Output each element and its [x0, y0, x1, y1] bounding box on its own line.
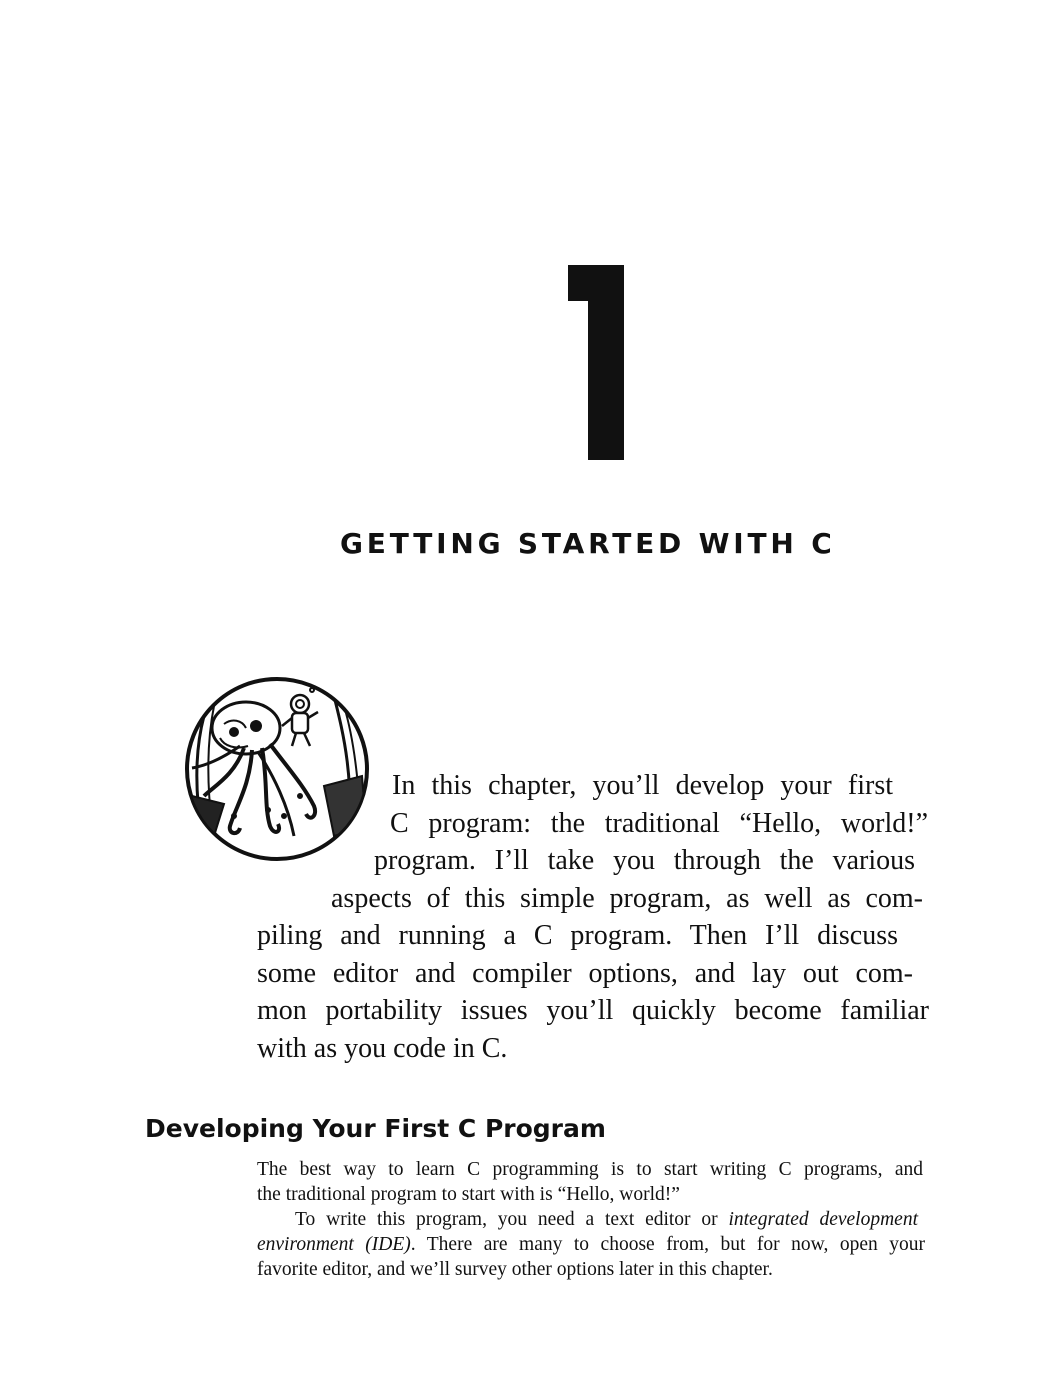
intro-line-6: some editor and compiler options, and lay out com- — [257, 958, 913, 989]
paragraph-2-line-2-text: . There are many to choose from, but for now, open your — [410, 1234, 925, 1255]
intro-line-4: aspects of this simple program, as well as com- — [331, 883, 923, 914]
intro-line-8: with as you code in C. — [257, 1033, 508, 1064]
intro-line-3: program. I’ll take you through the various — [374, 845, 915, 876]
paragraph-2-line-3: favorite editor, and we’ll survey other options later in this chapter. — [257, 1259, 773, 1280]
intro-line-5: piling and running a C program. Then I’ll discuss — [257, 920, 898, 951]
paragraph-2-line-2 — [257, 1232, 925, 1257]
paragraph-1-line-2: the traditional program to start with is “Hello, world!” — [257, 1184, 680, 1205]
paragraph-1-line-1: The best way to learn C programming is to start writing C programs, and — [257, 1159, 923, 1180]
paragraph-2-line-1-text: To write this program, you need a text editor or — [295, 1209, 729, 1230]
octopus-diver-icon — [184, 676, 370, 862]
paragraph-2-line-1-emphasis: integrated development — [728, 1209, 918, 1230]
intro-line-1: In this chapter, you’ll develop your first — [392, 770, 893, 801]
intro-line-7: mon portability issues you’ll quickly become familiar — [257, 995, 929, 1026]
intro-line-2: C program: the traditional “Hello, world!” — [390, 808, 928, 839]
section-heading: Developing Your First C Program — [145, 1114, 606, 1143]
paragraph-2-line-1 — [295, 1207, 918, 1232]
paragraph-2-line-2-emphasis: environment (IDE) — [257, 1234, 411, 1255]
chapter-title: GETTING STARTED WITH C — [340, 527, 836, 560]
chapter-number — [560, 265, 630, 460]
